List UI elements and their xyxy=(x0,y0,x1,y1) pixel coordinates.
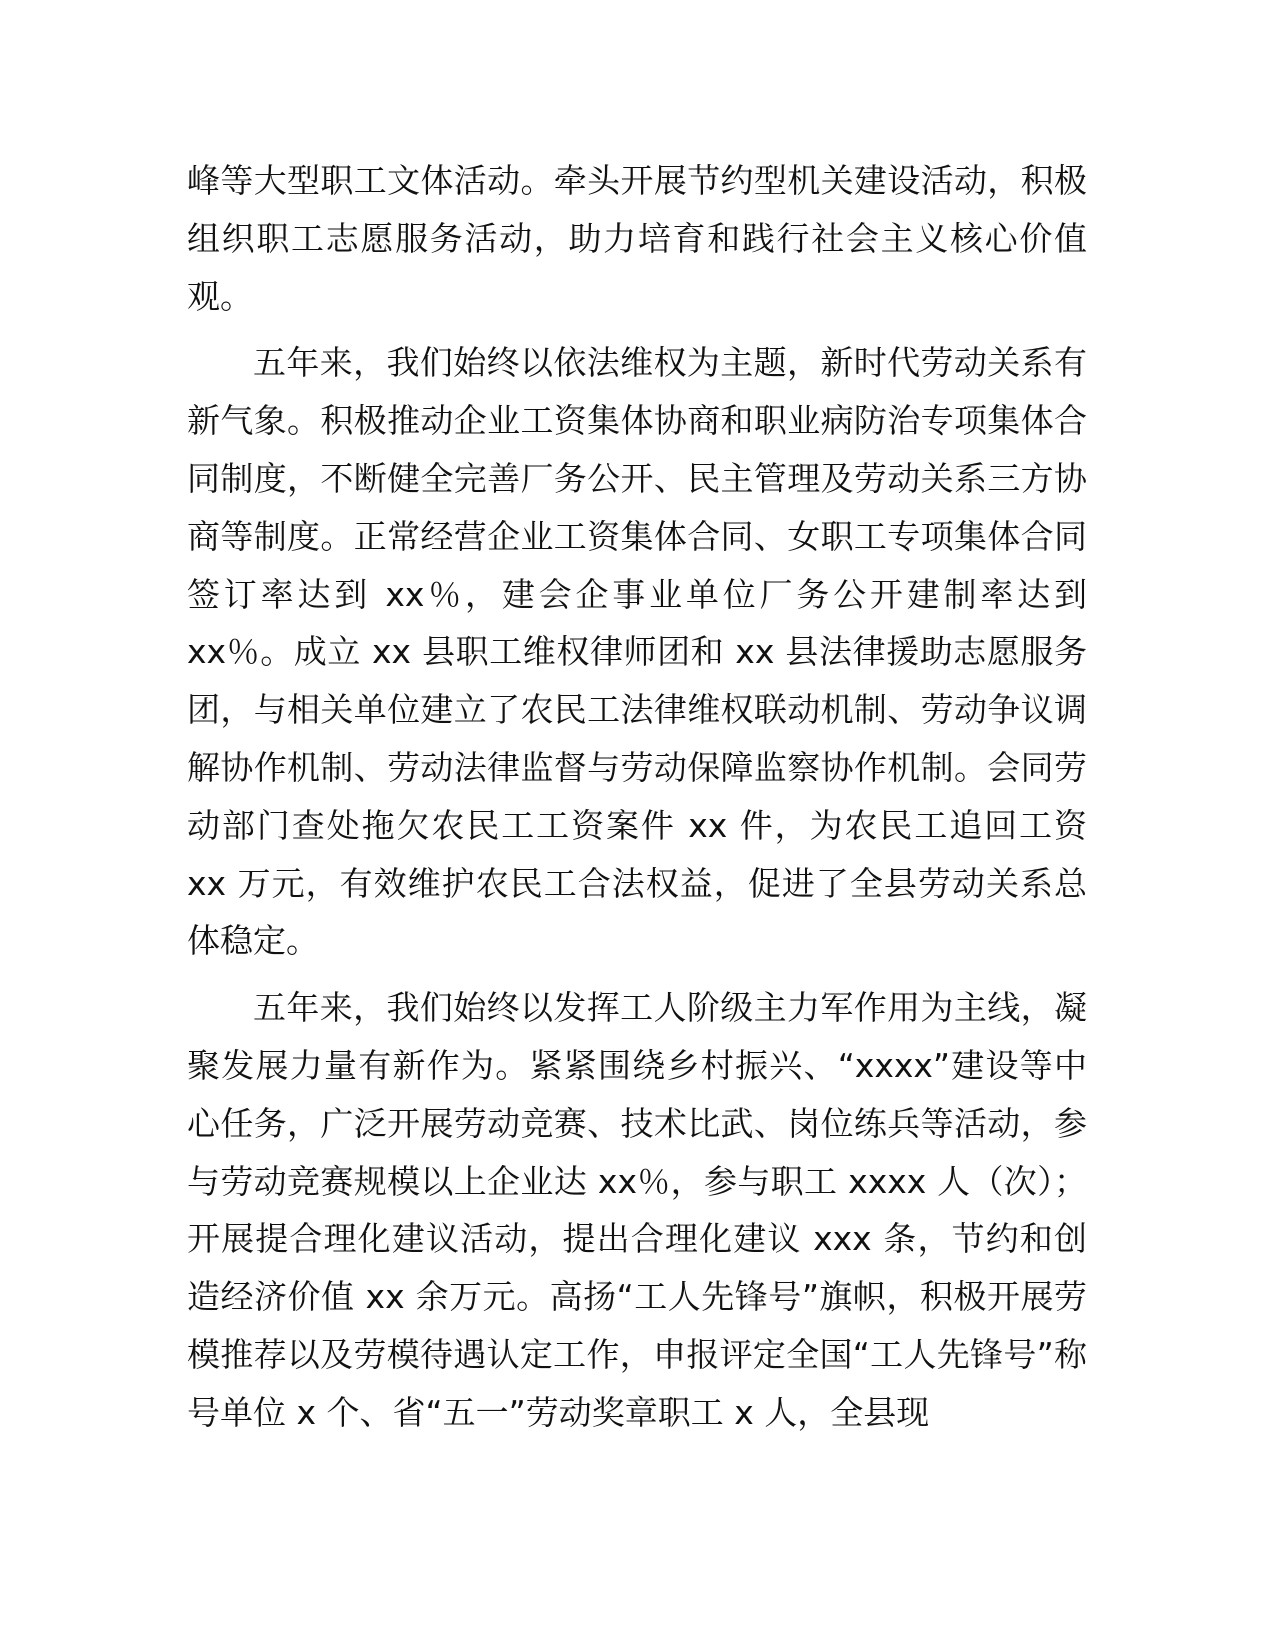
body-text xyxy=(187,152,1087,1442)
paragraph-2: 五年来，我们始终以依法维权为主题，新时代劳动关系有新气象。积极推动企业工资集体协商和职业病防治专项集体合同制度，不断健全完善厂务公开、民主管理及劳动关系三方协商等制度。正常经营企业工资集体合同、女职工专项集体合同签订率达到 xx％，建会企事业单位厂务公开建制率达到 xx％。成立 xx 县职工维权律师团和 xx 县法律援助志愿服务团，与相关单位建立了农民工法律维权联动机制、劳动争议调解协作机制、劳动法律监督与劳动保障监察协作机制。会同劳动部门查处拖欠农民工工资案件 xx 件，为农民工追回工资 xx 万元，有效维护农民工合法权益，促进了全县劳动关系总体稳定。 xyxy=(187,343,1087,961)
paragraph-1: 峰等大型职工文体活动。牵头开展节约型机关建设活动，积极组织职工志愿服务活动，助力培育和践行社会主义核心价值观。 xyxy=(187,161,1087,316)
paragraph-3: 五年来，我们始终以发挥工人阶级主力军作用为主线，凝聚发展力量有新作为。紧紧围绕乡村振兴、“xxxx”建设等中心任务，广泛开展劳动竞赛、技术比武、岗位练兵等活动，参与劳动竞赛规模以上企业达 xx％，参与职工 xxxx 人（次）；开展提合理化建议活动，提出合理化建议 xxx 条，节约和创造经济价值 xx 余万元。高扬“工人先锋号”旗帜，积极开展劳模推荐以及劳模待遇认定工作，申报评定全国“工人先锋号”称号单位 x 个、省“五一”劳动奖章职工 x 人，全县现 xyxy=(187,988,1087,1432)
